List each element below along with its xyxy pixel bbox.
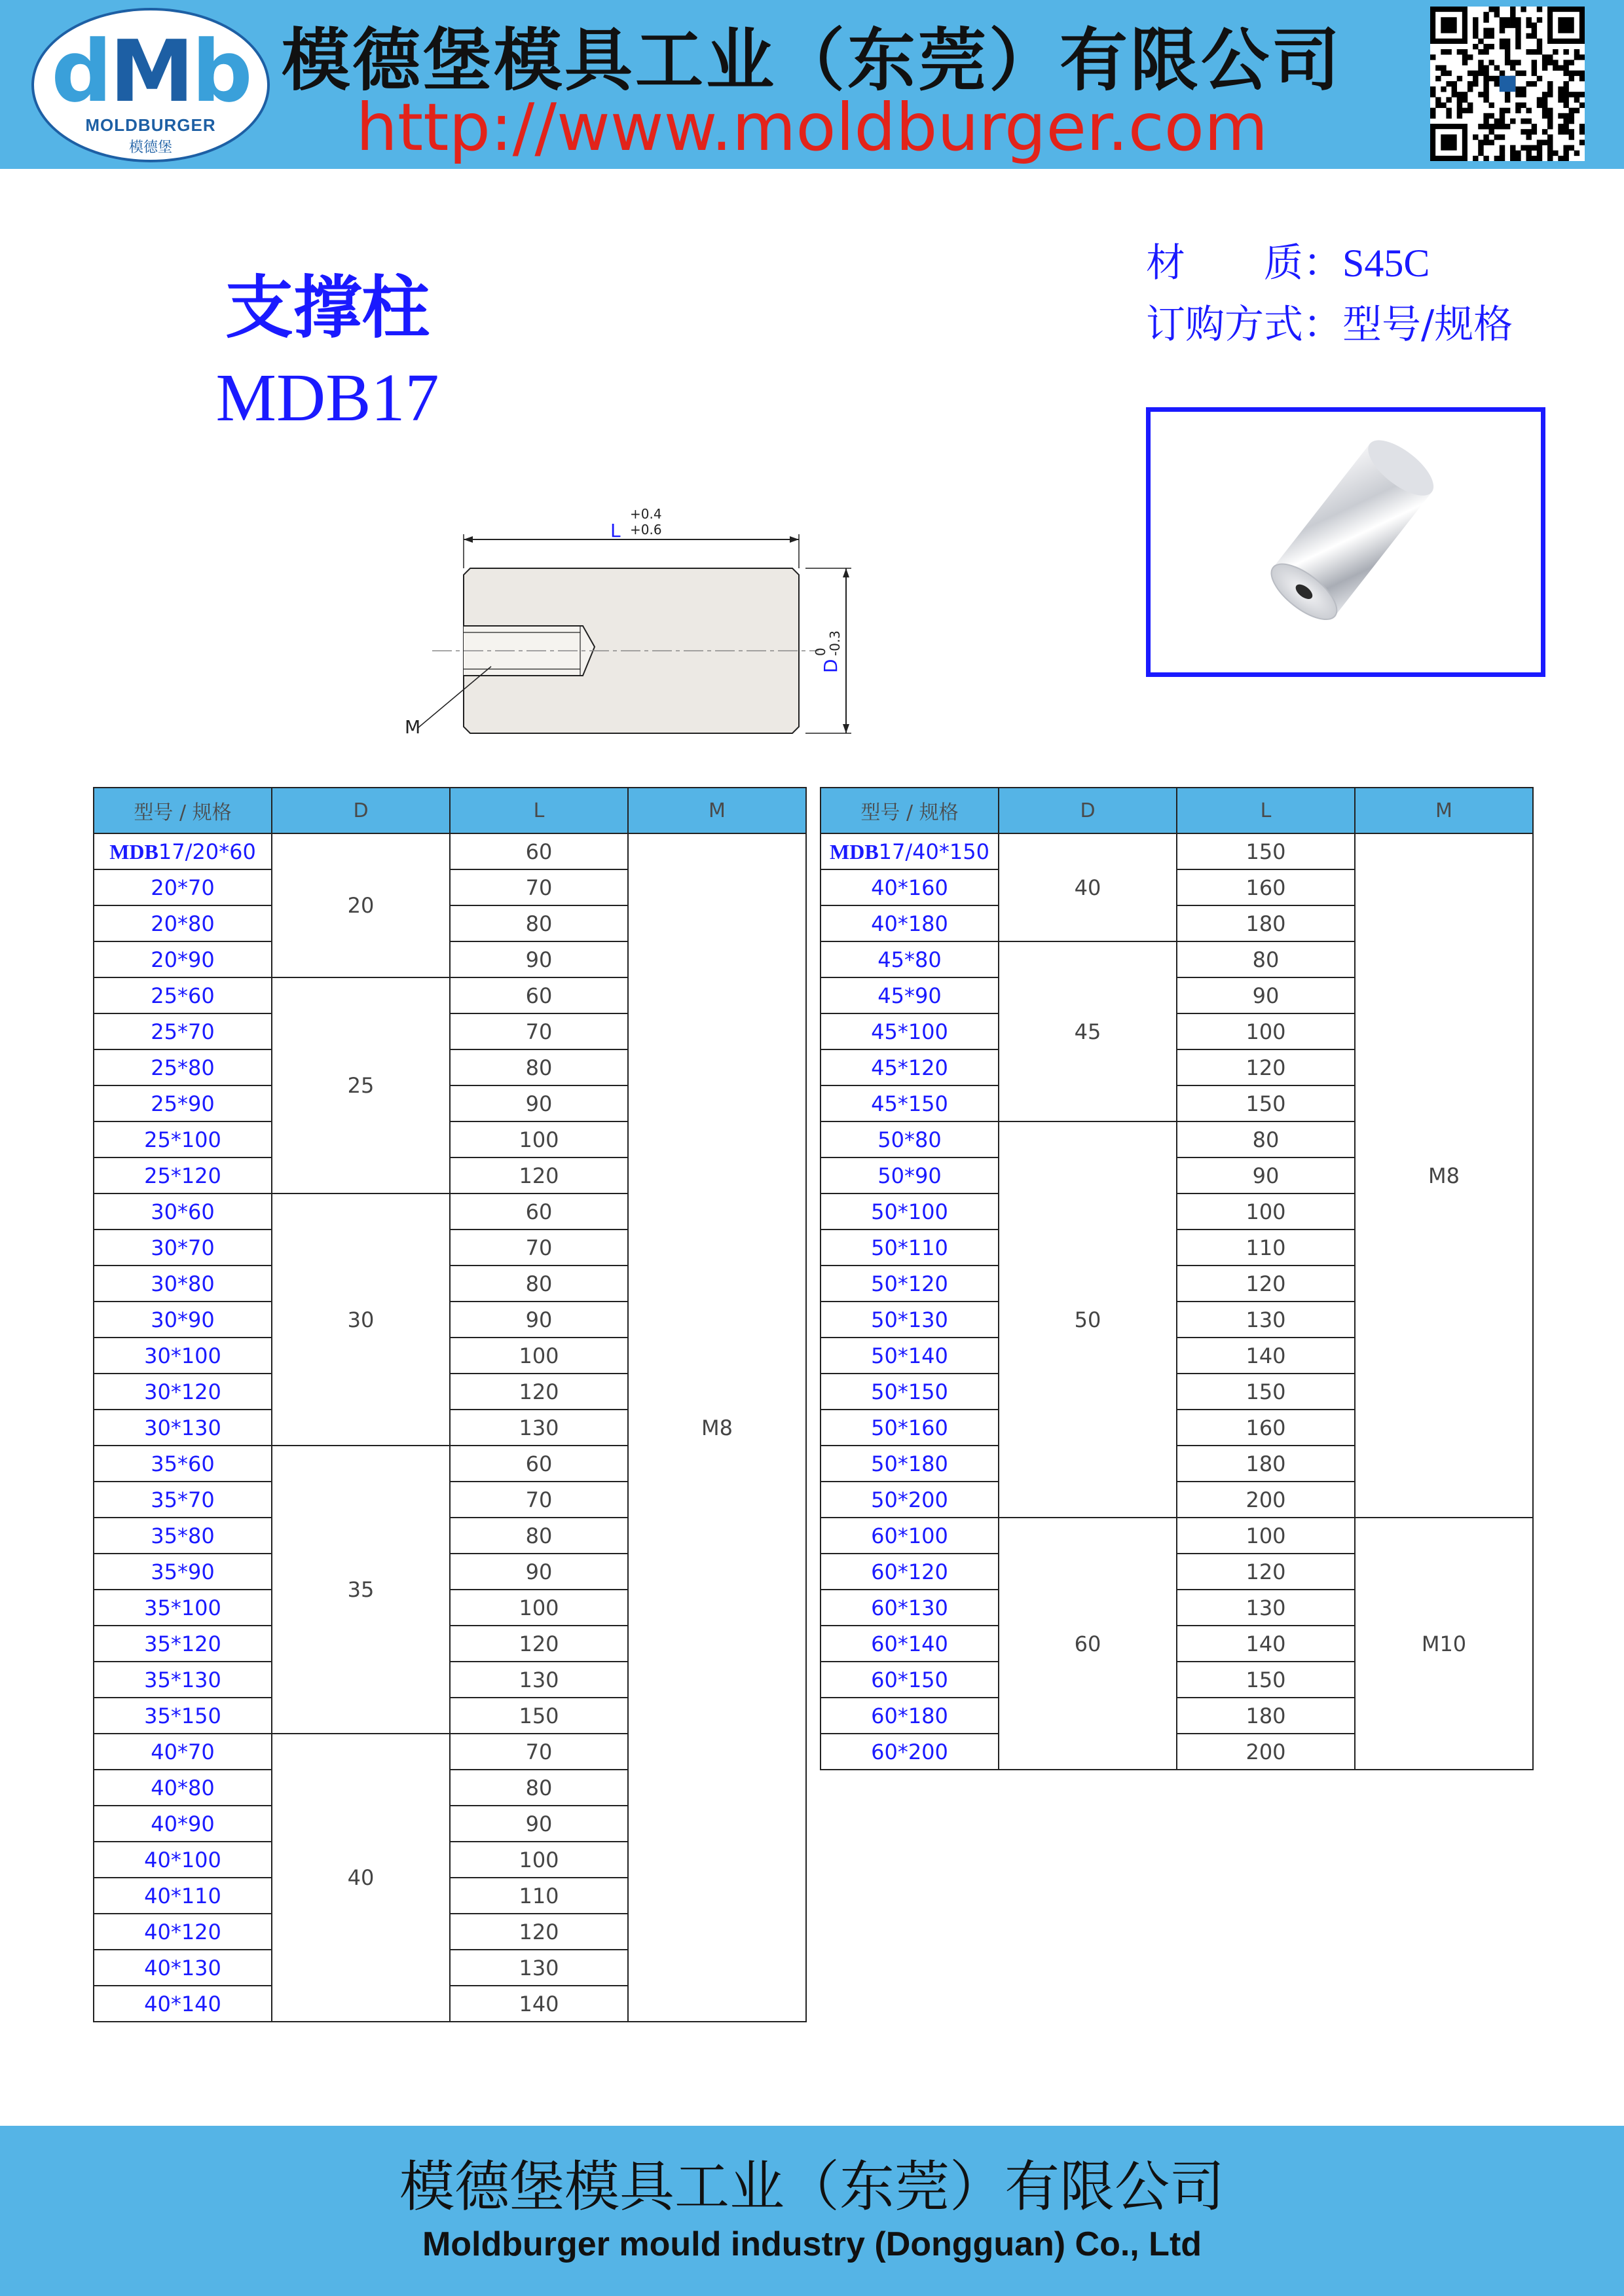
model-cell: 60*100 (821, 1518, 999, 1554)
header-l: L (1177, 788, 1355, 833)
model-cell: MDB17/20*60 (94, 833, 272, 869)
header-m: M (628, 788, 806, 833)
model-cell: 50*100 (821, 1194, 999, 1230)
table-header-row (94, 788, 806, 833)
length-cell: 80 (450, 905, 628, 941)
header-d: D (272, 788, 450, 833)
footer-company-cn: 模德堡模具工业（东莞）有限公司 (399, 2155, 1225, 2219)
diameter-cell: 35 (272, 1446, 450, 1734)
length-cell: 120 (450, 1157, 628, 1194)
diameter-cell: 50 (999, 1121, 1177, 1518)
length-cell: 120 (450, 1626, 628, 1662)
product-name: 支撑柱 (225, 267, 430, 348)
length-cell: 90 (450, 1302, 628, 1338)
thread-cell: M10 (1355, 1518, 1533, 1770)
length-cell: 100 (1177, 1518, 1355, 1554)
product-code: MDB17 (215, 360, 439, 435)
length-cell: 70 (450, 1013, 628, 1049)
model-cell: 35*120 (94, 1626, 272, 1662)
spec-table-right (820, 787, 1534, 1770)
length-cell: 130 (450, 1662, 628, 1698)
qr-code-graphic (1430, 7, 1585, 161)
header-d: D (999, 788, 1177, 833)
length-cell: 140 (1177, 1338, 1355, 1374)
model-cell: 50*150 (821, 1374, 999, 1410)
model-cell: 35*90 (94, 1554, 272, 1590)
length-cell: 100 (450, 1121, 628, 1157)
model-cell: 25*70 (94, 1013, 272, 1049)
length-cell: 70 (450, 1482, 628, 1518)
model-cell: 35*150 (94, 1698, 272, 1734)
cylinder-photo-graphic (1151, 412, 1541, 672)
model-cell: 40*140 (94, 1986, 272, 2022)
spec-table-left (93, 787, 807, 2022)
length-cell: 80 (1177, 941, 1355, 977)
model-cell: 45*150 (821, 1085, 999, 1121)
length-cell: 180 (1177, 1446, 1355, 1482)
order-label: 订购方式： (1146, 302, 1342, 348)
l-tol-upper: +0.4 (630, 506, 662, 522)
length-cell: 150 (1177, 1085, 1355, 1121)
model-cell: 45*120 (821, 1049, 999, 1085)
model-cell: 50*160 (821, 1410, 999, 1446)
technical-drawing (386, 498, 871, 746)
header-model: 型号 / 规格 (821, 788, 999, 833)
model-cell: 20*70 (94, 869, 272, 905)
length-cell: 120 (1177, 1266, 1355, 1302)
model-cell: 20*80 (94, 905, 272, 941)
length-cell: 60 (450, 1446, 628, 1482)
company-name: 模德堡模具工业（东莞）有限公司 (281, 20, 1342, 100)
length-cell: 140 (450, 1986, 628, 2022)
d-tol-lower: -0.3 (827, 630, 843, 656)
table-row (94, 833, 806, 869)
model-cell: 30*120 (94, 1374, 272, 1410)
model-cell: 60*180 (821, 1698, 999, 1734)
length-cell: 130 (1177, 1302, 1355, 1338)
model-cell: 50*80 (821, 1121, 999, 1157)
length-cell: 180 (1177, 905, 1355, 941)
length-cell: 90 (450, 1806, 628, 1842)
length-cell: 110 (450, 1878, 628, 1914)
m-thread-label: M (405, 716, 421, 738)
diameter-cell: 45 (999, 941, 1177, 1121)
diameter-cell: 30 (272, 1194, 450, 1446)
model-cell: 50*130 (821, 1302, 999, 1338)
model-cell: 30*60 (94, 1194, 272, 1230)
length-cell: 130 (1177, 1590, 1355, 1626)
header-m: M (1355, 788, 1533, 833)
length-cell: 120 (450, 1374, 628, 1410)
model-cell: 40*80 (94, 1770, 272, 1806)
length-cell: 120 (450, 1914, 628, 1950)
logo-mark: dMb (51, 22, 250, 121)
diameter-cell: 25 (272, 977, 450, 1194)
model-cell: 45*100 (821, 1013, 999, 1049)
d-dimension-label: D (820, 659, 841, 673)
length-cell: 200 (1177, 1482, 1355, 1518)
length-cell: 160 (1177, 1410, 1355, 1446)
length-cell: 80 (450, 1518, 628, 1554)
model-cell: 30*90 (94, 1302, 272, 1338)
length-cell: 90 (1177, 977, 1355, 1013)
model-cell: 50*120 (821, 1266, 999, 1302)
length-cell: 100 (1177, 1194, 1355, 1230)
model-cell: 60*200 (821, 1734, 999, 1770)
model-cell: 50*110 (821, 1230, 999, 1266)
table-header-row (821, 788, 1533, 833)
model-cell: 35*130 (94, 1662, 272, 1698)
length-cell: 90 (450, 1554, 628, 1590)
model-cell: 40*160 (821, 869, 999, 905)
model-cell: 25*100 (94, 1121, 272, 1157)
model-cell: 40*90 (94, 1806, 272, 1842)
model-cell: 40*70 (94, 1734, 272, 1770)
length-cell: 120 (1177, 1049, 1355, 1085)
diameter-cell: 40 (272, 1734, 450, 2022)
length-cell: 100 (1177, 1013, 1355, 1049)
model-cell: MDB17/40*150 (821, 833, 999, 869)
header-model: 型号 / 规格 (94, 788, 272, 833)
model-cell: 30*130 (94, 1410, 272, 1446)
l-tol-lower: +0.6 (630, 522, 662, 538)
model-cell: 60*130 (821, 1590, 999, 1626)
product-photo (1146, 407, 1545, 677)
model-cell: 25*120 (94, 1157, 272, 1194)
header-l: L (450, 788, 628, 833)
l-dimension-label: L (610, 520, 621, 541)
model-cell: 40*180 (821, 905, 999, 941)
logo-name-cn: 模德堡 (128, 139, 172, 156)
length-cell: 130 (450, 1950, 628, 1986)
footer-company-en: Moldburger mould industry (Dongguan) Co., Ltd (422, 2225, 1202, 2263)
diameter-cell: 40 (999, 833, 1177, 941)
length-cell: 60 (450, 833, 628, 869)
length-cell: 100 (450, 1842, 628, 1878)
length-cell: 90 (1177, 1157, 1355, 1194)
length-cell: 150 (1177, 1662, 1355, 1698)
diameter-cell: 20 (272, 833, 450, 977)
model-cell: 45*90 (821, 977, 999, 1013)
length-cell: 110 (1177, 1230, 1355, 1266)
table-row (821, 1518, 1533, 1554)
order-value: 型号/规格 (1342, 302, 1513, 348)
diameter-cell: 60 (999, 1518, 1177, 1770)
thread-cell: M8 (628, 833, 806, 2022)
length-cell: 70 (450, 1230, 628, 1266)
length-cell: 70 (450, 1734, 628, 1770)
table-row (821, 833, 1533, 869)
length-cell: 150 (450, 1698, 628, 1734)
model-cell: 45*80 (821, 941, 999, 977)
model-cell: 25*60 (94, 977, 272, 1013)
model-cell: 35*70 (94, 1482, 272, 1518)
qr-code-icon (1430, 7, 1585, 161)
model-cell: 25*90 (94, 1085, 272, 1121)
model-cell: 40*130 (94, 1950, 272, 1986)
model-cell: 35*60 (94, 1446, 272, 1482)
length-cell: 70 (450, 869, 628, 905)
model-cell: 60*140 (821, 1626, 999, 1662)
length-cell: 100 (450, 1338, 628, 1374)
model-cell: 20*90 (94, 941, 272, 977)
length-cell: 80 (450, 1049, 628, 1085)
length-cell: 80 (1177, 1121, 1355, 1157)
material-line (1146, 237, 1565, 289)
model-cell: 40*120 (94, 1914, 272, 1950)
length-cell: 100 (450, 1590, 628, 1626)
length-cell: 150 (1177, 1374, 1355, 1410)
length-cell: 200 (1177, 1734, 1355, 1770)
model-cell: 30*70 (94, 1230, 272, 1266)
model-cell: 50*200 (821, 1482, 999, 1518)
length-cell: 150 (1177, 833, 1355, 869)
thread-cell: M8 (1355, 833, 1533, 1518)
model-cell: 40*100 (94, 1842, 272, 1878)
material-value: S45C (1342, 242, 1430, 285)
model-cell: 25*80 (94, 1049, 272, 1085)
length-cell: 80 (450, 1266, 628, 1302)
order-line (1146, 299, 1565, 351)
model-cell: 35*100 (94, 1590, 272, 1626)
company-logo (31, 8, 270, 162)
length-cell: 60 (450, 977, 628, 1013)
material-label: 材 质： (1146, 240, 1342, 286)
model-cell: 60*120 (821, 1554, 999, 1590)
model-cell: 60*150 (821, 1662, 999, 1698)
logo-name: MOLDBURGER (85, 115, 216, 135)
length-cell: 80 (450, 1770, 628, 1806)
company-url[interactable]: http://www.moldburger.com (356, 89, 1268, 166)
length-cell: 60 (450, 1194, 628, 1230)
length-cell: 90 (450, 1085, 628, 1121)
length-cell: 140 (1177, 1626, 1355, 1662)
d-tol-upper: 0 (813, 647, 828, 656)
model-cell: 30*80 (94, 1266, 272, 1302)
length-cell: 160 (1177, 869, 1355, 905)
length-cell: 120 (1177, 1554, 1355, 1590)
model-cell: 50*90 (821, 1157, 999, 1194)
length-cell: 180 (1177, 1698, 1355, 1734)
model-cell: 40*110 (94, 1878, 272, 1914)
model-cell: 35*80 (94, 1518, 272, 1554)
length-cell: 130 (450, 1410, 628, 1446)
model-cell: 30*100 (94, 1338, 272, 1374)
model-cell: 50*140 (821, 1338, 999, 1374)
model-cell: 50*180 (821, 1446, 999, 1482)
length-cell: 90 (450, 941, 628, 977)
